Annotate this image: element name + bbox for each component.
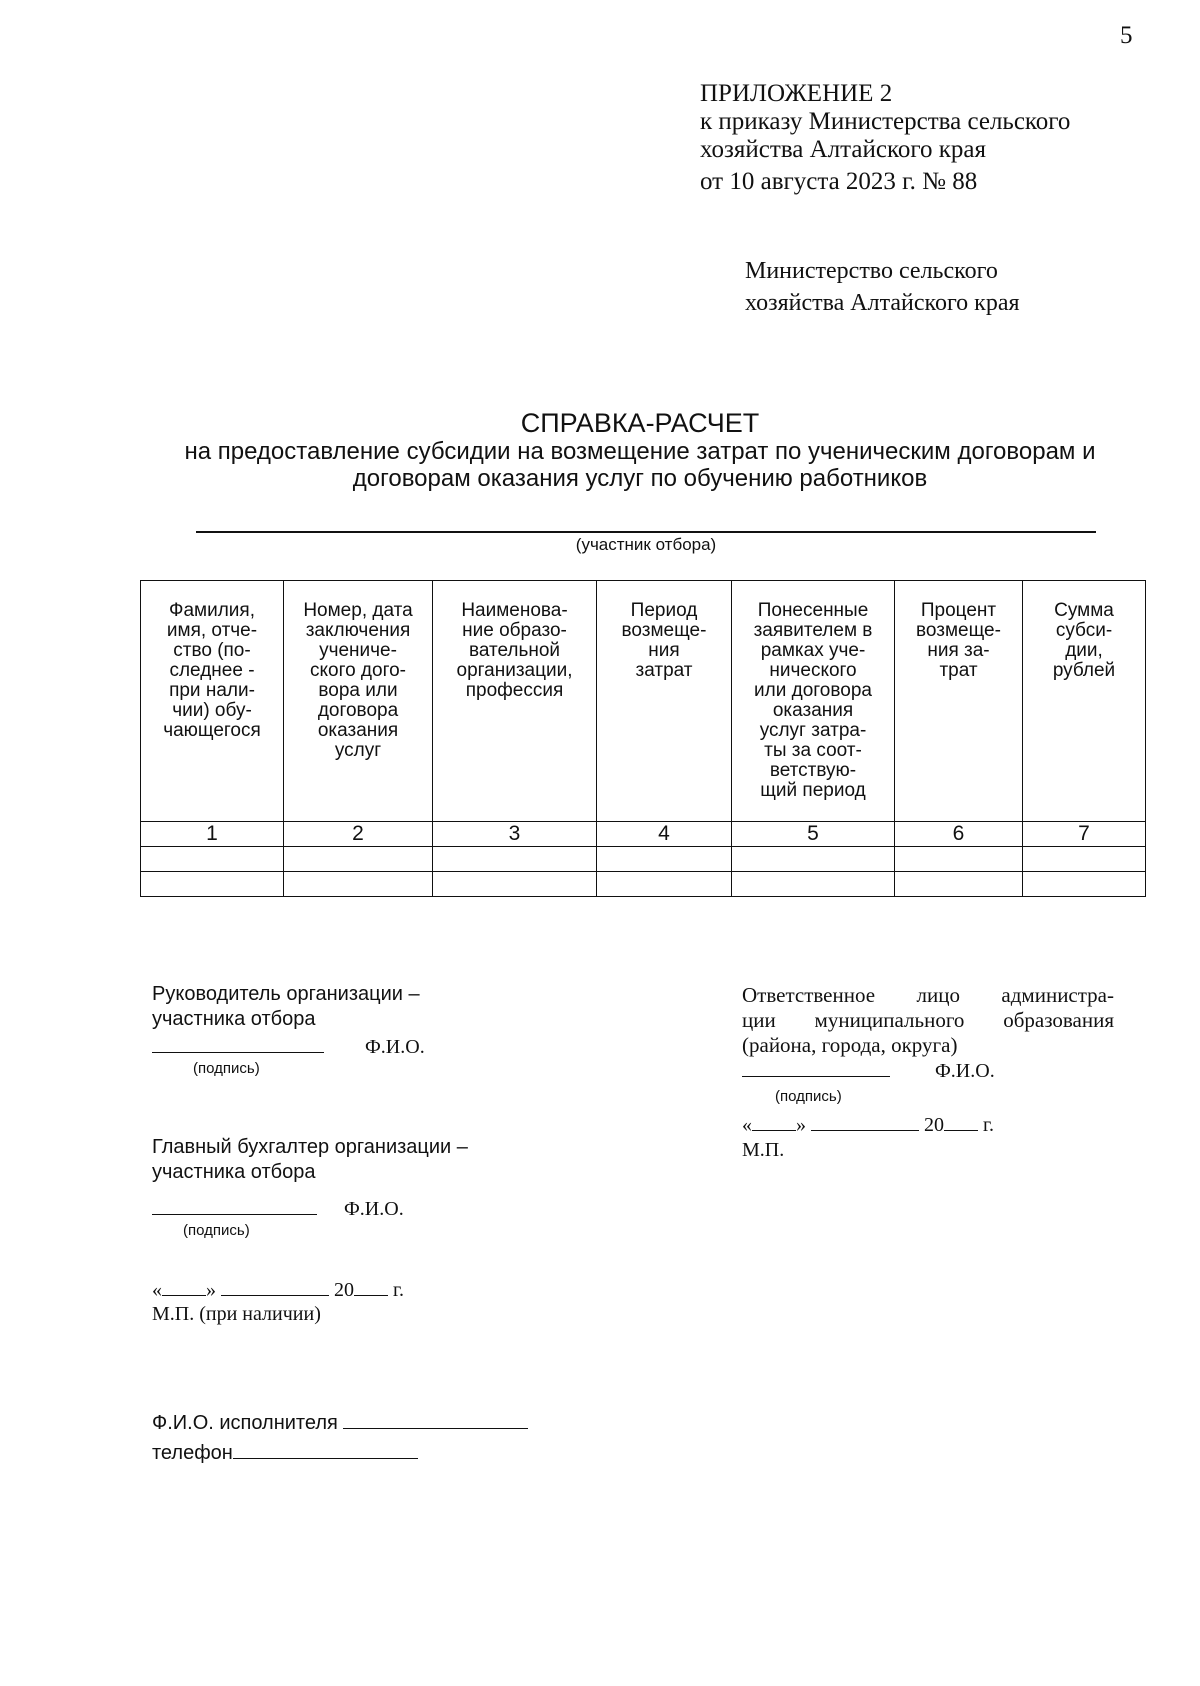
- document-title-block: [120, 408, 1160, 492]
- executor-row: [152, 1410, 528, 1436]
- left-date-row: [152, 1277, 404, 1303]
- accountant-fio: Ф.И.О.: [344, 1198, 404, 1220]
- table-cell[interactable]: [895, 872, 1023, 897]
- ministry-addressee: [745, 255, 1020, 319]
- date-open-quote: «: [152, 1279, 162, 1301]
- accountant-signature-row: [152, 1196, 404, 1222]
- date-year-prefix: 20: [924, 1114, 944, 1136]
- date-year-field[interactable]: [944, 1112, 978, 1131]
- header-cell-contract-number: Номер, дата заключения учениче- ского дого- вора или договора оказания услуг: [284, 581, 433, 822]
- date-year-prefix: 20: [334, 1279, 354, 1301]
- table-cell[interactable]: [1023, 872, 1146, 897]
- responsible-fio: Ф.И.О.: [935, 1060, 995, 1082]
- table-cell[interactable]: [732, 872, 895, 897]
- participant-fill-line[interactable]: [196, 531, 1096, 533]
- header-cell-organization: Наименова- ние образо- вательной организации, профессия: [433, 581, 597, 822]
- column-number: 5: [732, 822, 895, 847]
- document-subtitle-line2: договорам оказания услуг по обучению работников: [352, 465, 928, 492]
- table-cell[interactable]: [141, 847, 284, 872]
- appendix-title: ПРИЛОЖЕНИЕ 2: [700, 80, 893, 107]
- column-number: 4: [597, 822, 732, 847]
- ministry-line1: Министерство сельского: [745, 258, 998, 284]
- date-year-suffix: г.: [983, 1114, 994, 1136]
- head-fio: Ф.И.О.: [365, 1036, 425, 1058]
- table-number-row: [141, 822, 1146, 847]
- table-cell[interactable]: [284, 872, 433, 897]
- document-title: СПРАВКА-РАСЧЕТ: [520, 408, 760, 438]
- right-date-row: [742, 1112, 994, 1138]
- date-month-field[interactable]: [811, 1112, 919, 1131]
- date-open-quote: «: [742, 1114, 752, 1136]
- executor-field[interactable]: [343, 1410, 528, 1429]
- responsible-signature-line[interactable]: [742, 1058, 890, 1077]
- date-day-field[interactable]: [162, 1277, 206, 1296]
- date-close-quote: »: [206, 1279, 216, 1301]
- responsible-label-line1: Ответственное лицо администра-: [742, 983, 1114, 1007]
- date-close-quote: »: [796, 1114, 806, 1136]
- table-cell[interactable]: [597, 847, 732, 872]
- responsible-label-line3: (района, города, округа): [742, 1033, 958, 1057]
- header-cell-costs: Понесенные заявителем в рамках уче- нического или договора оказания услуг затра- ты за соот- ветствую- щий период: [732, 581, 895, 822]
- right-stamp: М.П.: [742, 1139, 785, 1161]
- accountant-label-line1: Главный бухгалтер организации –: [152, 1136, 468, 1158]
- accountant-label-line2: участника отбора: [152, 1161, 316, 1183]
- responsible-person-label: [742, 983, 1114, 1058]
- date-year-suffix: г.: [393, 1279, 404, 1301]
- header-cell-subsidy-amount: Сумма субси- дии, рублей: [1023, 581, 1146, 822]
- participant-caption: (участник отбора): [575, 535, 717, 554]
- responsible-label-line2: ции муниципального образования: [742, 1008, 1114, 1032]
- responsible-signature-row: [742, 1058, 995, 1084]
- accountant-signature-line[interactable]: [152, 1196, 317, 1215]
- document-subtitle-line1: на предоставление субсидии на возмещение затрат по ученическим договорам и: [184, 438, 1096, 465]
- head-signature-line[interactable]: [152, 1034, 324, 1053]
- accountant-signature-label: [152, 1135, 468, 1185]
- appendix-order-date: от 10 августа 2023 г. № 88: [700, 168, 978, 195]
- table-cell[interactable]: [1023, 847, 1146, 872]
- table-cell[interactable]: [284, 847, 433, 872]
- table-cell[interactable]: [141, 872, 284, 897]
- table-row: [141, 872, 1146, 897]
- head-label-line2: участника отбора: [152, 1008, 316, 1030]
- executor-label: Ф.И.О. исполнителя: [152, 1412, 338, 1434]
- appendix-order-line2: хозяйства Алтайского края: [700, 136, 986, 163]
- header-cell-student-name: Фамилия, имя, отче- ство (по- следнее - при нали- чии) обу- чающегося: [141, 581, 284, 822]
- header-cell-percent: Процент возмеще- ния за- трат: [895, 581, 1023, 822]
- date-month-field[interactable]: [221, 1277, 329, 1296]
- table-cell[interactable]: [895, 847, 1023, 872]
- table-cell[interactable]: [732, 847, 895, 872]
- table-cell[interactable]: [597, 872, 732, 897]
- column-number: 6: [895, 822, 1023, 847]
- phone-field[interactable]: [233, 1440, 418, 1459]
- phone-row: [152, 1440, 418, 1466]
- table-cell[interactable]: [433, 872, 597, 897]
- header-cell-period: Период возмеще- ния затрат: [597, 581, 732, 822]
- appendix-order-line1: к приказу Министерства сельского: [700, 108, 1071, 135]
- head-signature-row: [152, 1034, 425, 1060]
- table-cell[interactable]: [433, 847, 597, 872]
- column-number: 1: [141, 822, 284, 847]
- calculation-table: [140, 580, 1146, 897]
- date-year-field[interactable]: [354, 1277, 388, 1296]
- responsible-signature-caption: (подпись): [775, 1088, 842, 1105]
- table-row: [141, 847, 1146, 872]
- table-header-row: [141, 581, 1146, 822]
- column-number: 2: [284, 822, 433, 847]
- phone-label: телефон: [152, 1442, 233, 1464]
- date-day-field[interactable]: [752, 1112, 796, 1131]
- ministry-line2: хозяйства Алтайского края: [745, 290, 1020, 316]
- column-number: 7: [1023, 822, 1146, 847]
- head-signature-caption: (подпись): [193, 1060, 260, 1077]
- head-label-line1: Руководитель организации –: [152, 983, 420, 1005]
- accountant-signature-caption: (подпись): [183, 1222, 250, 1239]
- left-stamp: М.П. (при наличии): [152, 1303, 321, 1325]
- appendix-header: [700, 80, 1070, 196]
- page-number: 5: [1120, 22, 1133, 49]
- head-signature-label: [152, 982, 420, 1032]
- column-number: 3: [433, 822, 597, 847]
